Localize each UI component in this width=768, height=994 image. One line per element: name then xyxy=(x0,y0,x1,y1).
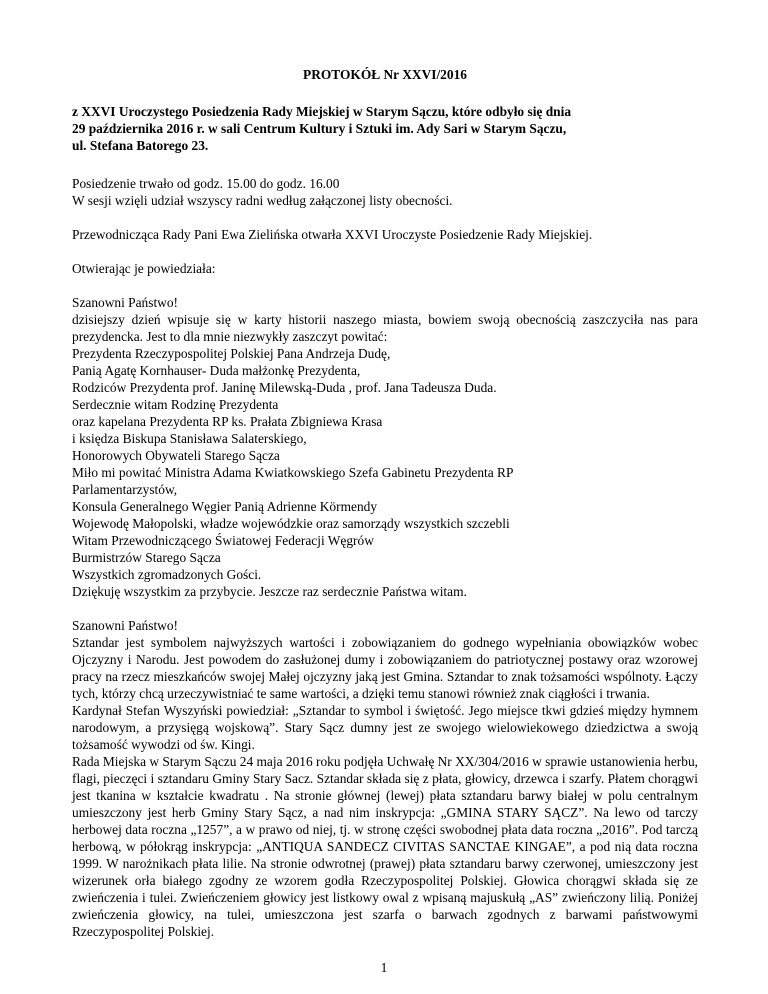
opening-said-text: Otwierając je powiedziała: xyxy=(72,261,216,276)
session-attendance: W sesji wzięli udział wszyscy radni według załączonej listy obecności. xyxy=(72,193,453,208)
document-title: PROTOKÓŁ Nr XXVI/2016 xyxy=(303,67,467,82)
session-info xyxy=(72,175,698,209)
opening-text: Przewodnicząca Rady Pani Ewa Zielińska otwarła XXVI Uroczyste Posiedzenie Rady Miejskiej. xyxy=(72,227,593,242)
sztandar-paragraph: Rada Miejska w Starym Sączu 24 maja 2016 roku podjęła Uchwałę Nr XX/304/2016 w sprawie ustanowienia herbu, flagi, pieczęci i sztandaru Gminy Stary Sacz. Sztandar składa się z płata, głowicy, drzewca i szarfy. Płatem chorągwi jest tkanina w kształcie kwadratu . Na stronie głównej (lewej) płata sztandaru barwy białej w polu centralnym umieszczony jest herb Gminy Stary Sącz, a nad nim inskrypcja: „GMINA STARY SĄCZ”. Na lewo od tarczy herbowej data roczna „1257”, a w prawo od niej, tj. w stronę części swobodnej płata data roczna „2016”. Pod tarczą herbową, w półokrąg inskrypcja: „ANTIQUA SANDECZ CIVITAS SANCTAE KINGAE”, a pod nią data roczna 1999. W narożnikach płata lilie. Na stronie odwrotnej (prawej) płata sztandaru barwy czerwonej, umieszczony jest wizerunek orła białego zgodny ze wzorem godła Rzeczypospolitej Polskiej. Głowica chorągwi składa się ze zwieńczenia i tulei. Zwieńczeniem głowicy jest listkowy owal z wpisaną majuskułą „AS” zwieńczony lilią. Poniżej zwieńczenia głowicy, na tulei, umieszczona jest szarfa o barwach zgodnych z barwami państwowymi Rzeczypospolitej Polskiej. xyxy=(72,754,698,939)
welcome-line: Panią Agatę Kornhauser- Duda małżonkę Prezydenta, xyxy=(72,363,361,378)
welcome-line: Parlamentarzystów, xyxy=(72,482,178,497)
welcome-line: Rodziców Prezydenta prof. Janinę Milewską-Duda , prof. Jana Tadeusza Duda. xyxy=(72,380,497,395)
heading-line: z XXVI Uroczystego Posiedzenia Rady Miejskiej w Starym Sączu, które odbyło się dnia xyxy=(72,104,572,119)
greeting: Szanowni Państwo! xyxy=(72,295,179,310)
welcome-line: Wojewodę Małopolski, władze wojewódzkie oraz samorządy wszystkich szczebli xyxy=(72,516,510,531)
document-heading xyxy=(72,103,698,154)
heading-line: ul. Stefana Batorego 23. xyxy=(72,138,209,153)
welcome-line: Honorowych Obywateli Starego Sącza xyxy=(72,448,280,463)
sztandar-paragraph: Sztandar jest symbolem najwyższych wartości i zobowiązaniem do godnego wypełniania obowiązków wobec Ojczyzny i Narodu. Jest powodem do zasłużonej dumy i zobowiązaniem do patriotycznej postawy oraz wzorowej pracy na rzecz mieszkańców swojej Małej ojczyzny jaką jest Gmina. Sztandar to znak tożsamości wspólnoty. Łączy tych, którzy chcą urzeczywistniać te same wartości, a dzięki temu stanowi również znak ciągłości i trwania. xyxy=(72,635,698,701)
welcome-line: i księdza Biskupa Stanisława Salaterskiego, xyxy=(72,431,307,446)
welcome-line: Serdecznie witam Rodzinę Prezydenta xyxy=(72,397,279,412)
welcome-line: Dziękuję wszystkim za przybycie. Jeszcze raz serdecznie Państwa witam. xyxy=(72,584,467,599)
heading-line: 29 października 2016 r. w sali Centrum Kultury i Sztuki im. Ady Sari w Starym Sączu, xyxy=(72,121,567,136)
welcome-line: Witam Przewodniczącego Światowej Federacji Węgrów xyxy=(72,533,374,548)
welcome-line: Burmistrzów Starego Sącza xyxy=(72,550,221,565)
welcome-intro: dzisiejszy dzień wpisuje się w karty historii naszego miasta, bowiem swoją obecnością zaszczyciła nas para prezydencka. Jest to dla mnie niezwykły zaszczyt powitać: xyxy=(72,312,698,344)
welcome-line: Miło mi powitać Ministra Adama Kwiatkowskiego Szefa Gabinetu Prezydenta RP xyxy=(72,465,514,480)
opening-paragraph xyxy=(72,226,698,243)
sztandar-paragraph: Kardynał Stefan Wyszyński powiedział: „Sztandar to symbol i świętość. Jego miejsce tkwi gdzieś między hymnem narodowym, a przysięgą wojskową”. Stary Sącz dumny jest ze swojego wielowiekowego dziedzictwa a swoją tożsamość wywodzi od św. Kingi. xyxy=(72,703,698,752)
document-page xyxy=(72,66,698,940)
session-time: Posiedzenie trwało od godz. 15.00 do godz. 16.00 xyxy=(72,176,340,191)
sztandar-section xyxy=(72,617,698,940)
welcome-line: oraz kapelana Prezydenta RP ks. Prałata Zbigniewa Krasa xyxy=(72,414,383,429)
welcome-line: Wszystkich zgromadzonych Gości. xyxy=(72,567,262,582)
welcome-line: Prezydenta Rzeczypospolitej Polskiej Pana Andrzeja Dudę, xyxy=(72,346,391,361)
page-number: 1 xyxy=(380,960,388,975)
greeting: Szanowni Państwo! xyxy=(72,618,179,633)
welcome-line: Konsula Generalnego Węgier Panią Adrienne Körmendy xyxy=(72,499,378,514)
opening-said-paragraph xyxy=(72,260,698,277)
welcome-section xyxy=(72,294,698,600)
